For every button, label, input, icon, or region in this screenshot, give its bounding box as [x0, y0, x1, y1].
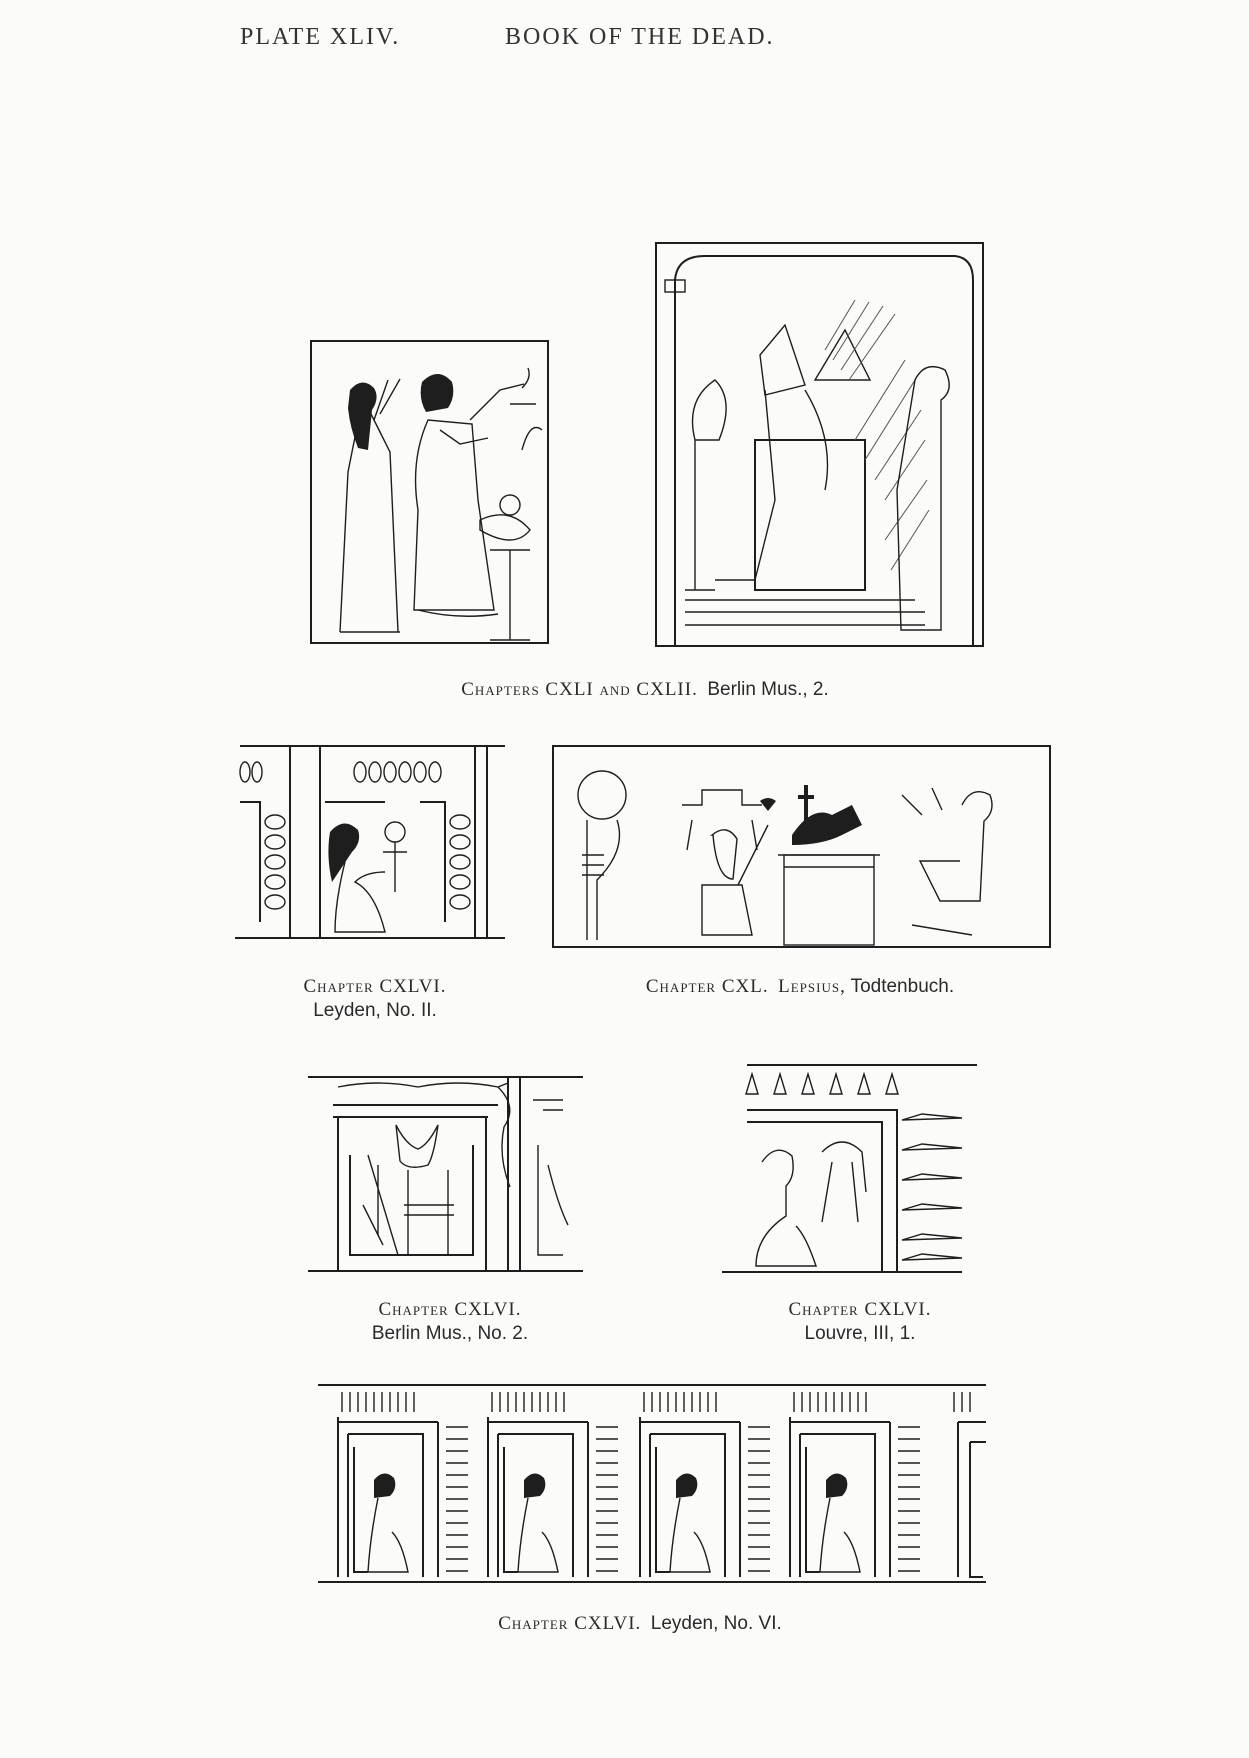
- caption-source: Berlin Mus., No. 2.: [371, 1323, 529, 1344]
- pylon-kneeling-figure-illustration: [235, 742, 505, 942]
- pylon-hare-headed-guardian-illustration: [308, 1075, 583, 1275]
- caption-chapter: Chapter CXLVI.: [498, 1613, 642, 1634]
- offering-scene-illustration: [310, 340, 550, 645]
- caption-source: Leyden, No. VI.: [650, 1613, 782, 1634]
- caption-source: Leyden, No. II.: [313, 1000, 437, 1021]
- caption-chapter-cxlvi-leyden-vi: [440, 1612, 840, 1636]
- pylon-with-knives-illustration: [722, 1062, 977, 1277]
- caption-source: Berlin Mus., 2.: [707, 679, 829, 700]
- caption-chapter: Chapter CXLVI.: [303, 976, 447, 997]
- caption-chapter: Chapter CXL.: [645, 976, 769, 997]
- caption-chapter: Chapter CXLVI.: [378, 1299, 522, 1320]
- enthroned-deity-illustration: [655, 240, 985, 648]
- book-title: BOOK OF THE DEAD.: [505, 24, 775, 50]
- caption-chapters-cxli-cxlii: [380, 678, 910, 702]
- caption-chapter-cxl-lepsius: [590, 975, 1010, 999]
- caption-chapter: Chapters CXLI and CXLII.: [461, 679, 698, 700]
- plate-number: PLATE XLIV.: [240, 24, 401, 50]
- caption-chapter-cxlvi-leyden-ii: [250, 975, 500, 1023]
- caption-source-author: Lepsius,: [778, 976, 846, 997]
- caption-chapter: Chapter CXLVI.: [788, 1299, 932, 1320]
- caption-source: Todtenbuch.: [850, 976, 955, 997]
- caption-chapter-cxlvi-berlin-2: [310, 1298, 590, 1346]
- caption-source: Louvre, III, 1.: [804, 1323, 916, 1344]
- caption-chapter-cxlvi-louvre: [730, 1298, 990, 1346]
- offering-to-anubis-illustration: [552, 745, 1052, 950]
- four-pylons-guardians-illustration: [318, 1382, 986, 1587]
